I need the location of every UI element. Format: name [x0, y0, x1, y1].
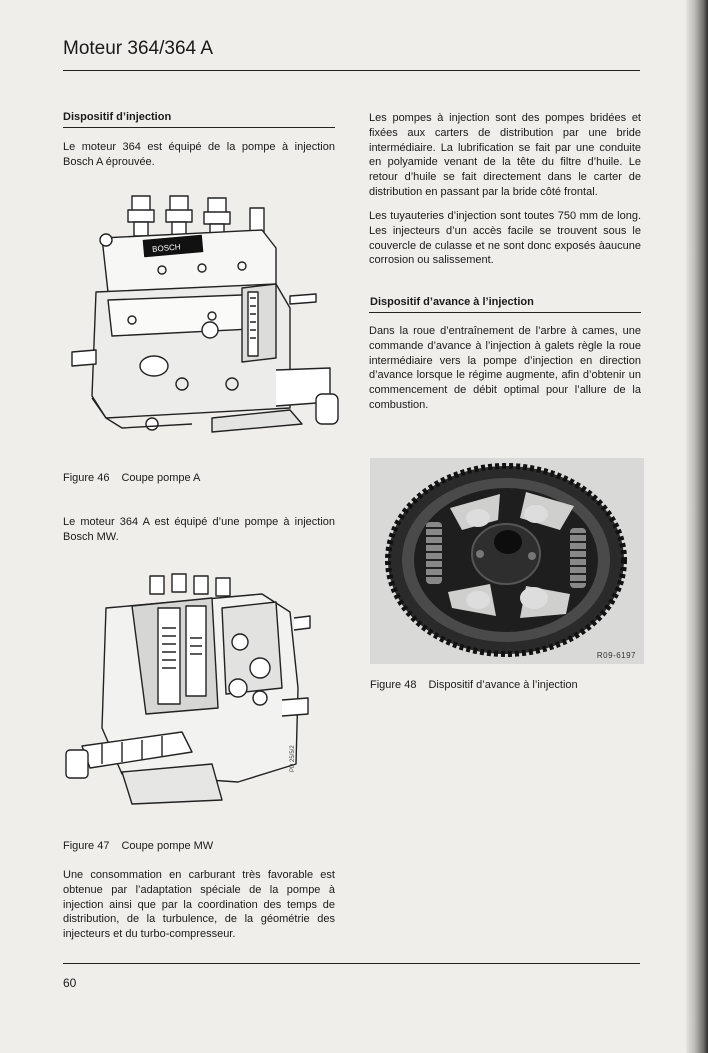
page-number: 60 — [63, 976, 77, 990]
figure-47-pump-mw-drawing — [62, 568, 312, 808]
figure-46-number: Figure 46 — [63, 472, 110, 484]
bosch-label: BOSCH — [151, 242, 181, 254]
section-title-rule — [63, 127, 335, 128]
mw-paragraph: Le moteur 364 A est équipé d’une pompe à injection Bosch MW. — [63, 516, 335, 543]
footer-rule — [63, 963, 640, 964]
pumps-paragraph: Les pompes à injection sont des pompes bridées et fixées aux carters de distribution par une bride intermédiaire. La lubrification se fait par une conduite en polyamide venant de la tête du filtre d’huile. Le retour d’huile se fait directement dans le carter de distribution en passant par la bride côté frontal. — [369, 112, 641, 198]
pump-mw-fittings — [150, 574, 230, 596]
advance-gear-illustration — [370, 458, 644, 664]
figure-47-number: Figure 47 — [63, 840, 110, 852]
figure-47-caption — [63, 840, 213, 852]
consumption-paragraph: Une consommation en carburant très favorable est obtenue par l’adaptation spéciale de la pompe à injection ainsi que par la coordination des temps de distribution, de la turbulence, de la géométrie des injecteurs et du turbo-compresseur. — [63, 869, 335, 941]
intro-paragraph: Le moteur 364 est équipé de la pompe à injection Bosch A éprouvée. — [63, 141, 335, 168]
figure-48-caption-text: Dispositif d’avance à l’injection — [428, 679, 578, 691]
figure-46-caption — [63, 472, 200, 484]
header-rule — [63, 70, 640, 71]
figure-47-caption-text: Coupe pompe MW — [121, 840, 214, 852]
figure-47-code: PD 25/5/2 — [290, 745, 296, 772]
figure-48-caption — [370, 679, 578, 691]
figure-48-photo — [370, 458, 644, 664]
figure-46-pump-a-drawing — [62, 188, 344, 450]
page-header-title: Moteur 364/364 A — [63, 38, 213, 59]
pipes-paragraph: Les tuyauteries d’injection sont toutes 750 mm de long. Les injecteurs d’un accès facile se trouvent sous le couvercle de culasse et ne sont donc exposés àaucune corrosion ou salissement. — [369, 210, 641, 267]
figure-48-code: R09-6197 — [596, 651, 636, 660]
page-binding-edge — [686, 0, 708, 1053]
figure-48-number: Figure 48 — [370, 679, 417, 691]
advance-paragraph: Dans la roue d’entraînement de l’arbre à cames, une commande d’avance à l’injection à galets règle la roue intermédiaire vers la pompe d’injection en direction d’avance lorsque le régime augmente, afin d’obtenir un commencement de débit optimal pour l’allure de la combustion. — [369, 325, 641, 411]
figure-46-caption-text: Coupe pompe A — [121, 472, 201, 484]
section-title-advance: Dispositif d’avance à l’injection — [370, 296, 534, 308]
advance-title-rule — [369, 312, 641, 313]
section-title-injection: Dispositif d’injection — [63, 111, 172, 123]
